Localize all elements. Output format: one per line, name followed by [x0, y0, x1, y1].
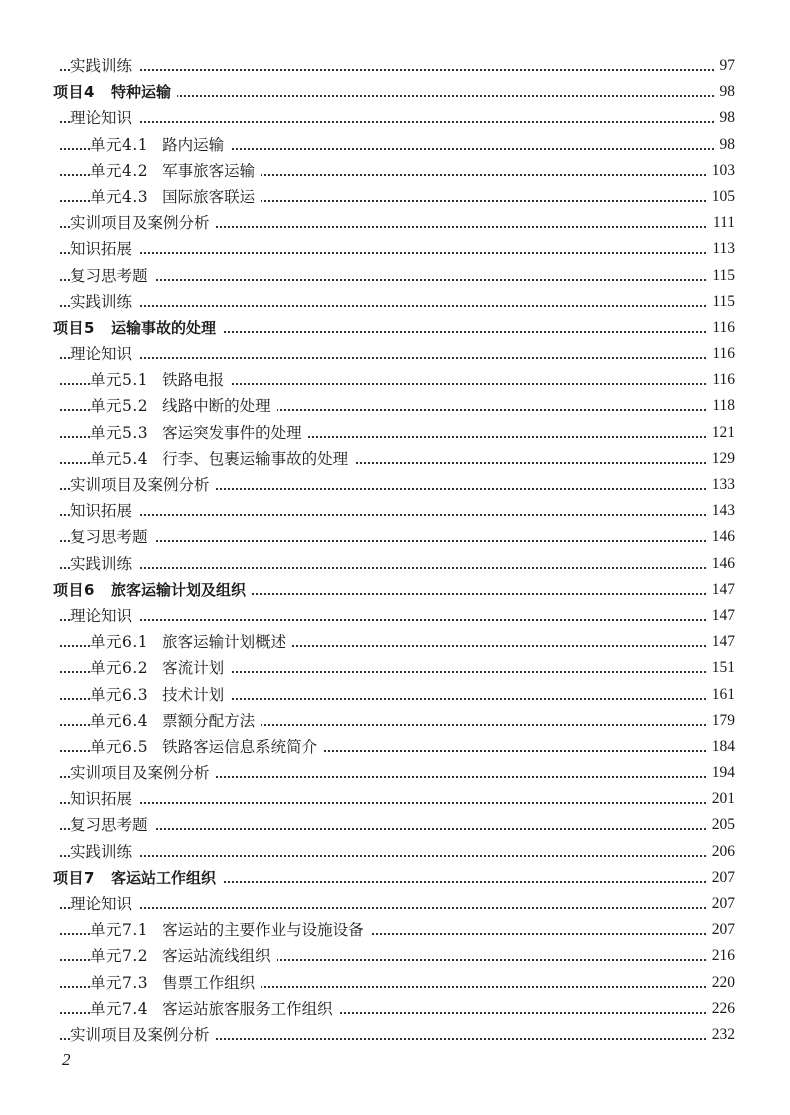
entry-title — [70, 603, 138, 629]
toc-unit-entry — [0, 682, 790, 708]
entry-number: 单元6.4 — [90, 711, 149, 730]
toc-unit-entry — [0, 708, 790, 734]
dot-leader — [60, 619, 730, 621]
toc-section-entry — [0, 1022, 790, 1048]
entry-title — [90, 917, 370, 943]
entry-page-number: 97 — [714, 53, 736, 79]
entry-page-number: 116 — [706, 367, 735, 393]
toc-unit-entry — [0, 393, 790, 419]
entry-page-number: 121 — [706, 420, 735, 446]
toc-unit-entry — [0, 943, 790, 969]
entry-title-text: 铁路客运信息系统简介 — [162, 737, 318, 756]
entry-title-text: 实训项目及案例分析 — [70, 1025, 210, 1044]
entry-page-number: 146 — [706, 524, 735, 550]
entry-number: 项目6 — [53, 580, 95, 599]
entry-title — [70, 498, 138, 524]
entry-page-number: 105 — [706, 184, 735, 210]
entry-page-number: 129 — [706, 446, 735, 472]
toc-unit-entry — [0, 446, 790, 472]
entry-page-number: 151 — [706, 655, 735, 681]
entry-page-number: 133 — [706, 472, 735, 498]
entry-page-number: 116 — [706, 341, 735, 367]
entry-number: 单元5.4 — [90, 449, 149, 468]
entry-page-number: 115 — [706, 289, 735, 315]
entry-title-text: 旅客运输计划概述 — [162, 633, 287, 652]
dot-leader — [60, 907, 730, 909]
entry-number: 单元5.2 — [90, 397, 149, 416]
entry-title — [70, 839, 138, 865]
toc-unit-entry — [0, 158, 790, 184]
entry-page-number: 205 — [706, 812, 735, 838]
toc-unit-entry — [0, 132, 790, 158]
entry-title — [90, 393, 277, 419]
entry-title — [70, 760, 216, 786]
toc-section-entry — [0, 524, 790, 550]
toc-unit-entry — [0, 184, 790, 210]
entry-title — [90, 943, 277, 969]
entry-number: 单元4.1 — [90, 135, 149, 154]
toc-section-entry — [0, 210, 790, 236]
toc-unit-entry — [0, 367, 790, 393]
entry-title-text: 理论知识 — [70, 606, 133, 625]
toc-unit-entry — [0, 996, 790, 1022]
toc-section-entry — [0, 603, 790, 629]
toc-unit-entry — [0, 420, 790, 446]
entry-title-text: 客运站旅客服务工作组织 — [162, 999, 333, 1018]
entry-title-text: 国际旅客联运 — [162, 187, 256, 206]
toc-project-entry — [0, 865, 790, 891]
entry-title-text: 复习思考题 — [70, 266, 148, 285]
toc-section-entry — [0, 53, 790, 79]
entry-page-number: 113 — [706, 236, 735, 262]
toc-section-entry — [0, 263, 790, 289]
entry-title — [90, 655, 230, 681]
entry-page-number: 207 — [706, 917, 735, 943]
entry-page-number: 147 — [706, 577, 735, 603]
entry-title — [70, 53, 138, 79]
entry-title — [90, 970, 261, 996]
entry-title — [90, 158, 261, 184]
entry-title — [90, 446, 354, 472]
toc-unit-entry — [0, 734, 790, 760]
dot-leader — [60, 69, 730, 71]
entry-page-number: 179 — [706, 708, 735, 734]
entry-title — [90, 682, 230, 708]
dot-leader — [60, 121, 730, 123]
entry-page-number: 146 — [706, 551, 735, 577]
entry-title-text: 运输事故的处理 — [110, 318, 216, 337]
entry-title — [70, 472, 216, 498]
entry-page-number: 98 — [714, 105, 736, 131]
entry-page-number: 116 — [706, 315, 735, 341]
toc-section-entry — [0, 341, 790, 367]
entry-title-text: 铁路电报 — [162, 371, 225, 390]
entry-number: 单元4.2 — [90, 161, 149, 180]
entry-title — [90, 367, 230, 393]
entry-page-number: 206 — [706, 839, 735, 865]
entry-page-number: 207 — [706, 865, 735, 891]
entry-title — [70, 786, 138, 812]
entry-title — [53, 865, 222, 891]
toc-section-entry — [0, 236, 790, 262]
entry-title — [90, 996, 339, 1022]
entry-title-text: 实训项目及案例分析 — [70, 214, 210, 233]
entry-title — [90, 734, 323, 760]
entry-title-text: 实践训练 — [70, 292, 133, 311]
entry-title — [70, 551, 138, 577]
entry-title-text: 军事旅客运输 — [162, 161, 256, 180]
entry-title — [90, 420, 308, 446]
entry-number: 单元7.4 — [90, 999, 149, 1018]
entry-number: 单元7.3 — [90, 973, 149, 992]
toc-section-entry — [0, 812, 790, 838]
toc-section-entry — [0, 289, 790, 315]
toc-project-entry — [0, 79, 790, 105]
page-number: 2 — [62, 1050, 71, 1069]
entry-number: 项目5 — [53, 318, 95, 337]
entry-title — [70, 236, 138, 262]
entry-page-number: 220 — [706, 970, 735, 996]
entry-page-number: 143 — [706, 498, 735, 524]
entry-title-text: 客运站的主要作业与设施设备 — [162, 921, 364, 940]
entry-page-number: 98 — [714, 132, 736, 158]
entry-number: 单元5.3 — [90, 423, 149, 442]
toc-unit-entry — [0, 970, 790, 996]
entry-page-number: 98 — [714, 79, 736, 105]
entry-title — [70, 289, 138, 315]
entry-title-text: 技术计划 — [162, 685, 225, 704]
entry-title-text: 理论知识 — [70, 109, 133, 128]
entry-title — [90, 708, 261, 734]
entry-title-text: 复习思考题 — [70, 816, 148, 835]
entry-title-text: 特种运输 — [110, 83, 171, 102]
dot-leader — [60, 567, 730, 569]
entry-title-text: 实训项目及案例分析 — [70, 476, 210, 494]
dot-leader — [60, 802, 730, 804]
entry-number: 项目4 — [53, 83, 95, 102]
entry-title-text: 客运突发事件的处理 — [162, 423, 302, 442]
entry-number: 单元6.1 — [90, 633, 149, 652]
entry-title — [70, 812, 154, 838]
dot-leader — [60, 252, 730, 254]
entry-title-text: 行李、包裹运输事故的处理 — [162, 449, 349, 468]
toc-project-entry — [0, 315, 790, 341]
entry-title-text: 理论知识 — [70, 895, 133, 913]
entry-page-number: 147 — [706, 629, 735, 655]
entry-title-text: 线路中断的处理 — [162, 397, 271, 416]
entry-title — [90, 629, 292, 655]
entry-page-number: 201 — [706, 786, 735, 812]
toc-section-entry — [0, 891, 790, 917]
entry-title — [53, 315, 222, 341]
entry-number: 单元7.1 — [90, 921, 149, 940]
dot-leader — [60, 855, 730, 857]
toc-section-entry — [0, 498, 790, 524]
dot-leader — [60, 357, 730, 359]
entry-title-text: 旅客运输计划及组织 — [110, 580, 246, 599]
entry-title — [53, 577, 252, 603]
entry-page-number: 118 — [706, 393, 735, 419]
entry-page-number: 232 — [706, 1022, 735, 1048]
entry-title-text: 客运站工作组织 — [110, 868, 216, 887]
toc-section-entry — [0, 839, 790, 865]
entry-title — [90, 184, 261, 210]
entry-page-number: 161 — [706, 682, 735, 708]
entry-title-text: 客流计划 — [162, 659, 225, 678]
entry-number: 项目7 — [53, 868, 95, 887]
dot-leader — [60, 828, 730, 830]
entry-title-text: 售票工作组织 — [162, 973, 256, 992]
entry-title-text: 票额分配方法 — [162, 711, 256, 730]
toc-section-entry — [0, 551, 790, 577]
entry-number: 单元6.2 — [90, 659, 149, 678]
entry-page-number: 184 — [706, 734, 735, 760]
entry-title — [53, 79, 177, 105]
dot-leader — [60, 305, 730, 307]
entry-page-number: 111 — [707, 210, 735, 236]
entry-title — [90, 132, 230, 158]
entry-page-number: 147 — [706, 603, 735, 629]
toc-project-entry — [0, 577, 790, 603]
entry-number: 单元6.3 — [90, 685, 149, 704]
entry-title-text: 实践训练 — [70, 57, 133, 75]
entry-page-number: 194 — [706, 760, 735, 786]
toc-unit-entry — [0, 655, 790, 681]
entry-title-text: 客运站流线组织 — [162, 947, 271, 966]
entry-page-number: 115 — [706, 263, 735, 289]
toc-section-entry — [0, 786, 790, 812]
entry-page-number: 103 — [706, 158, 735, 184]
entry-title-text: 路内运输 — [162, 135, 225, 154]
dot-leader — [60, 279, 730, 281]
dot-leader — [60, 514, 730, 516]
entry-title — [70, 210, 216, 236]
entry-title-text: 实践训练 — [70, 554, 133, 573]
entry-title-text: 理论知识 — [70, 345, 133, 364]
entry-title — [70, 524, 154, 550]
entry-title-text: 复习思考题 — [70, 528, 148, 547]
entry-title-text: 知识拓展 — [70, 502, 133, 521]
entry-number: 单元6.5 — [90, 737, 149, 756]
entry-title — [70, 263, 154, 289]
entry-title-text: 知识拓展 — [70, 240, 133, 259]
toc-section-entry — [0, 105, 790, 131]
entry-title — [70, 105, 138, 131]
entry-title — [70, 891, 138, 917]
entry-page-number: 226 — [706, 996, 735, 1022]
entry-page-number: 216 — [706, 943, 735, 969]
entry-title — [70, 341, 138, 367]
entry-number: 单元5.1 — [90, 371, 149, 390]
entry-number: 单元7.2 — [90, 947, 149, 966]
toc-section-entry — [0, 760, 790, 786]
entry-title-text: 实践训练 — [70, 842, 133, 861]
entry-title-text: 实训项目及案例分析 — [70, 764, 210, 783]
entry-number: 单元4.3 — [90, 187, 149, 206]
toc-unit-entry — [0, 917, 790, 943]
toc-section-entry — [0, 472, 790, 498]
entry-page-number: 207 — [706, 891, 735, 917]
entry-title — [70, 1022, 216, 1048]
toc-unit-entry — [0, 629, 790, 655]
entry-title-text: 知识拓展 — [70, 790, 133, 809]
table-of-contents — [0, 53, 790, 1048]
dot-leader — [60, 540, 730, 542]
